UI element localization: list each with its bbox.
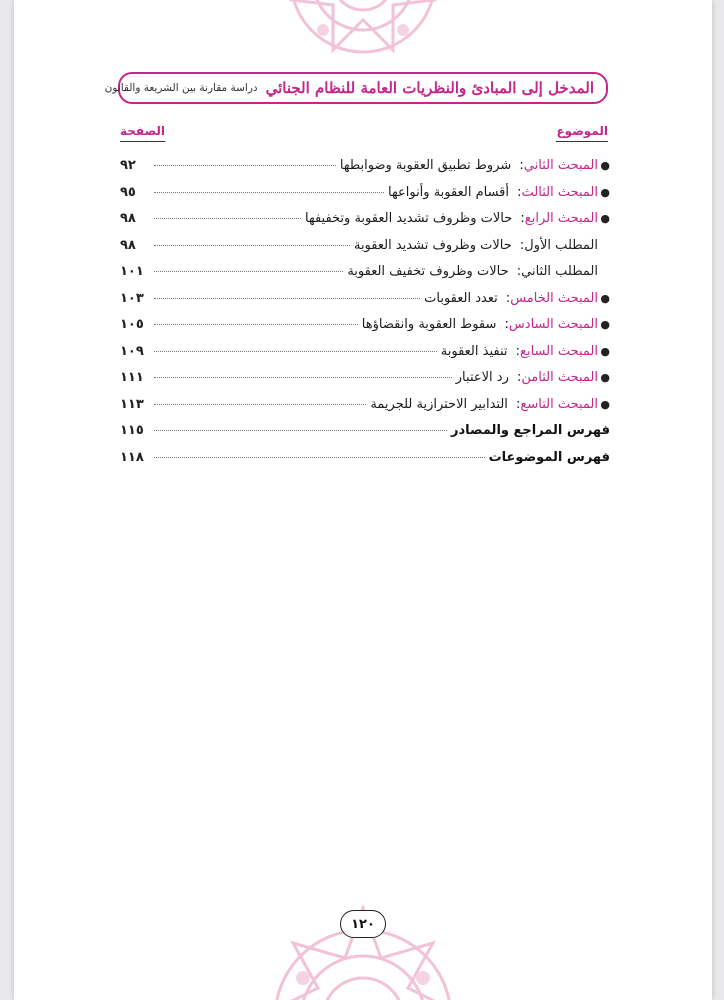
table-of-contents — [120, 158, 610, 476]
toc-page: ١٠١ — [120, 264, 144, 279]
toc-label: المبحث الثاني — [523, 158, 598, 173]
toc-entry: المطلب الأول : حالات وظروف تشديد العقوبة ٩٨ — [120, 237, 598, 253]
toc-title: حالات وظروف تخفيف العقوبة — [347, 264, 509, 279]
dot-leader — [154, 165, 336, 166]
toc-label: المبحث الرابع — [524, 211, 598, 226]
toc-page: ٩٨ — [120, 211, 136, 226]
toc-entry: ● المبحث الثاني : شروط تطبيق العقوبة وضوابطها ٩٢ — [120, 158, 610, 173]
toc-label: المبحث السادس — [508, 317, 598, 332]
bullet-icon: ● — [600, 212, 610, 225]
bullet-icon: ● — [600, 185, 610, 199]
toc-label: المبحث الثالث — [521, 184, 598, 200]
toc-index-entry — [120, 450, 610, 477]
toc-title: التدابير الاحترازية للجريمة — [370, 396, 508, 412]
toc-page: ١١٣ — [120, 396, 144, 412]
toc-label: المبحث السابع — [520, 343, 598, 359]
toc-label: المطلب الثاني — [521, 264, 598, 279]
toc-label: المبحث التاسع — [520, 396, 598, 412]
dot-leader — [154, 271, 343, 272]
column-headers — [120, 124, 608, 146]
toc-entry: ● المبحث التاسع : التدابير الاحترازية للجريمة ١١٣ — [120, 396, 610, 412]
dot-leader — [154, 430, 447, 431]
toc-label: المبحث الخامس — [510, 290, 598, 306]
bullet-icon: ● — [600, 371, 610, 384]
toc-entry: ● المبحث الثامن : رد الاعتبار ١١١ — [120, 370, 610, 385]
toc-page: ١١١ — [120, 370, 144, 385]
toc-page: ١٠٣ — [120, 290, 144, 306]
toc-entry: ● المبحث الخامس : تعدد العقوبات ١٠٣ — [120, 290, 610, 306]
toc-index-title: فهرس الموضوعات — [488, 449, 610, 465]
toc-entry: ● المبحث الرابع : حالات وظروف تشديد العقوبة وتخفيفها ٩٨ — [120, 211, 610, 226]
header-band — [104, 72, 608, 104]
dot-leader — [154, 192, 384, 193]
bullet-icon: ● — [600, 291, 610, 305]
column-topic-heading: الموضوع — [556, 124, 608, 142]
book-title: المدخل إلى المبادئ والنظريات العامة للنظام الجنائي — [265, 79, 594, 97]
column-page-heading: الصفحة — [120, 124, 165, 142]
bullet-icon: ● — [600, 397, 610, 411]
toc-title: حالات وظروف تشديد العقوبة — [353, 237, 512, 253]
toc-index-entry — [120, 423, 610, 450]
toc-entry: ● المبحث الثالث : أقسام العقوبة وأنواعها ٩٥ — [120, 184, 610, 200]
toc-page: ٩٥ — [120, 184, 136, 200]
bullet-icon: ● — [600, 318, 610, 331]
dot-leader — [154, 324, 358, 325]
page — [14, 0, 712, 1000]
toc-page: ٩٨ — [120, 237, 136, 253]
bullet-icon: ● — [600, 344, 610, 358]
toc-label: المبحث الثامن — [521, 370, 598, 385]
dot-leader — [154, 218, 301, 219]
book-subtitle: دراسة مقارنة بين الشريعة والقانون — [104, 82, 258, 94]
dot-leader — [154, 404, 366, 405]
toc-entry: ● المبحث السابع : تنفيذ العقوبة ١٠٩ — [120, 343, 610, 359]
toc-index-title: فهرس المراجع والمصادر — [451, 423, 610, 438]
toc-title: رد الاعتبار — [455, 370, 509, 385]
toc-title: سقوط العقوبة وانقضاؤها — [361, 317, 497, 332]
toc-title: حالات وظروف تشديد العقوبة وتخفيفها — [305, 211, 513, 226]
top-ornament-icon — [263, 0, 463, 80]
dot-leader — [154, 351, 437, 352]
dot-leader — [154, 245, 350, 246]
toc-page: ١١٥ — [120, 423, 144, 438]
toc-page: ١٠٥ — [120, 317, 144, 332]
toc-title: شروط تطبيق العقوبة وضوابطها — [339, 158, 512, 173]
toc-label: المطلب الأول — [524, 237, 598, 253]
toc-page: ١١٨ — [120, 449, 144, 465]
dot-leader — [154, 457, 485, 458]
toc-entry: المطلب الثاني : حالات وظروف تخفيف العقوبة ١٠١ — [120, 264, 598, 279]
page-number: ١٢٠ — [340, 910, 386, 938]
toc-page: ١٠٩ — [120, 343, 144, 359]
toc-title: أقسام العقوبة وأنواعها — [388, 184, 509, 200]
bottom-ornament-icon — [233, 888, 493, 1000]
toc-entry: ● المبحث السادس : سقوط العقوبة وانقضاؤها ١٠٥ — [120, 317, 610, 332]
bullet-icon: ● — [600, 159, 610, 172]
dot-leader — [154, 377, 452, 378]
toc-page: ٩٢ — [120, 158, 136, 173]
toc-title: تعدد العقوبات — [424, 290, 498, 306]
toc-title: تنفيذ العقوبة — [440, 343, 508, 359]
dot-leader — [154, 298, 420, 299]
